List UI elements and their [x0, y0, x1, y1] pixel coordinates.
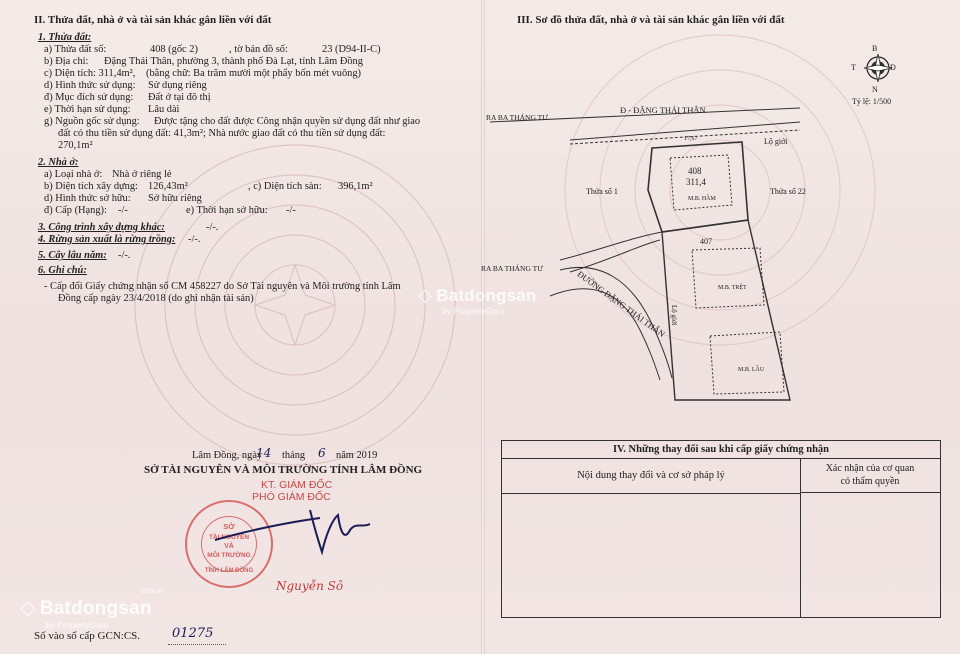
origin-value-line3: 270,1m² [58, 140, 93, 151]
register-dotted-line [168, 644, 226, 645]
map-scale: Tỷ lệ: 1/500 [852, 97, 892, 106]
forest-value: -/-. [188, 234, 201, 245]
address-label: b) Địa chỉ: [44, 56, 89, 67]
notes-heading: 6. Ghi chú: [38, 265, 87, 276]
register-number-label: Số vào sổ cấp GCN:CS. [34, 630, 141, 642]
road-curve-upper [560, 232, 662, 260]
perennial-trees-heading: 5. Cây lâu năm: [38, 250, 107, 261]
issue-date-month-label: tháng [282, 450, 306, 461]
watermark-brand-corner: Batdongsan [39, 598, 152, 619]
floor-area-label: , c) Diện tích sàn: [248, 181, 322, 192]
origin-value-line2: đất có thu tiền sử dụng đất: 41,3m²; Nhà nước giao đất có thu tiền sử dụng đất: [58, 128, 386, 139]
compass-east-label: Đ [890, 63, 896, 72]
watermark-suffix: .com.vn [140, 588, 165, 595]
changes-col-confirmation-line1: Xác nhận của cơ quan [825, 463, 915, 474]
watermark-byline-corner: by PropertyGuru [46, 620, 109, 630]
house-type-value: Nhà ở riêng lẻ [112, 169, 172, 180]
seal-text-mid3: MÔI TRƯỜNG [207, 552, 251, 559]
use-term-value: Lâu dài [148, 104, 180, 115]
seal-text-mid1: TÀI NGUYÊN [208, 534, 250, 541]
upper-floor-label: M.B. LẦU [738, 367, 765, 373]
watermark-logo-icon-corner: ◇ [20, 597, 36, 619]
area-label: c) Diện tích: 311,4m², [44, 68, 136, 79]
compass-north-label: B [872, 44, 878, 53]
origin-label: g) Nguồn gốc sử dụng: [44, 116, 140, 127]
notes-line1: - Cấp đổi Giấy chứng nhận số CM 458227 do Sở Tài nguyên và Môi trường tỉnh Lâm [44, 281, 401, 292]
floor-area-value: 396,1m² [338, 181, 373, 192]
map-sheet-label: , tờ bản đồ số: [229, 44, 288, 55]
other-works-heading: 3. Công trình xây dựng khác: [38, 222, 165, 233]
changes-table-title: IV. Những thay đổi sau khi cấp giấy chứng nhận [502, 441, 940, 459]
build-area-label: b) Diện tích xây dựng: [44, 181, 138, 192]
dim-top-edge: 17,67 [684, 136, 698, 142]
road-label-mid-left: RA BA THÁNG TƯ [481, 264, 544, 273]
road-label-top-left: RA BA THÁNG TƯ [486, 113, 549, 122]
issuing-authority: SỞ TÀI NGUYÊN VÀ MÔI TRƯỜNG TỈNH LÂM ĐỒNG [144, 464, 423, 476]
plot-408-area: 311,4 [686, 177, 706, 187]
setback-label-side: Lộ giới [670, 305, 678, 326]
seal-text-top: SỞ [223, 522, 235, 531]
use-form-value: Sử dụng riêng [148, 80, 207, 91]
area-in-words: (bằng chữ: Ba trăm mười một phẩy bốn mét vuông) [146, 68, 362, 79]
plot-number-label: a) Thửa đất số: [44, 44, 107, 55]
changes-col-content: Nội dung thay đổi và cơ sở pháp lý [502, 458, 801, 494]
ground-floor-label: M.B. TRỆT [718, 285, 747, 291]
house-heading: 2. Nhà ở: [38, 157, 79, 168]
plot-407-label: 407 [700, 237, 712, 246]
setback-label-top: Lộ giới [764, 137, 788, 146]
grade-label: đ) Cấp (Hạng): [44, 205, 107, 216]
upper-floor-outline [710, 332, 784, 394]
changes-table-divider [800, 493, 801, 617]
use-purpose-value: Đất ở tại đô thị [148, 92, 211, 103]
watermark-brand: Batdongsan [436, 286, 537, 305]
neighbor-plot-1: Thửa số 1 [586, 187, 618, 196]
issue-date-year: năm 2019 [336, 450, 378, 461]
ownership-form-value: Sở hữu riêng [148, 193, 202, 204]
curved-road-label: ĐƯỜNG ĐẶNG THÁI THÂN [575, 268, 667, 340]
forest-heading: 4. Rừng sản xuất là rừng trồng: [38, 234, 176, 245]
basement-label: M.B. HẦM [688, 196, 716, 202]
watermark-byline: by PropertyGuru [442, 306, 505, 316]
seal-text-mid2: VÀ [224, 543, 234, 550]
watermark-logo-icon: ◇ [418, 285, 432, 305]
land-heading: 1. Thửa đất: [38, 32, 92, 43]
origin-value-line1: Được tặng cho đất được Công nhận quyền sử dụng đất như giao [154, 116, 421, 127]
use-purpose-label: đ) Mục đích sử dụng: [44, 92, 134, 103]
changes-col-confirmation [800, 458, 940, 493]
section-3-title: III. Sơ đồ thửa đất, nhà ở và tài sản khác gắn liền với đất [517, 14, 785, 26]
road-label-top: Đ - ĐẶNG THÁI THÂN [620, 105, 706, 115]
seal-text-bottom: TỈNH LÂM ĐỒNG [204, 568, 254, 574]
handwritten-signature [210, 500, 380, 560]
plot-number-value: 408 (gốc 2) [150, 44, 198, 55]
ground-floor-outline [692, 248, 764, 308]
signer-name: Nguyễn Sô [276, 579, 344, 593]
map-sheet-value: 23 (D94-II-C) [322, 44, 381, 55]
ownership-term-label: e) Thời hạn sở hữu: [186, 205, 268, 216]
section-2-title: II. Thửa đất, nhà ở và tài sản khác gắn liền với đất [34, 14, 272, 26]
build-area-value: 126,43m² [148, 181, 188, 192]
grade-value: -/- [118, 205, 128, 216]
use-form-label: d) Hình thức sử dụng: [44, 80, 136, 91]
address-value: Đặng Thái Thân, phường 3, thành phố Đà Lạt, tỉnh Lâm Đồng [104, 56, 363, 67]
perennial-trees-value: -/-. [118, 250, 131, 261]
use-term-label: e) Thời hạn sử dụng: [44, 104, 131, 115]
neighbor-plot-22: Thửa số 22 [770, 187, 806, 196]
plot-408-label: 408 [688, 166, 702, 176]
compass-south-label: N [872, 85, 878, 94]
curved-road-edge-1 [550, 289, 660, 380]
register-number-value: 01275 [172, 626, 214, 641]
batdongsan-watermark-corner [20, 588, 165, 630]
notes-line2: Đồng cấp ngày 23/4/2018 (do ghi nhận tài sản) [58, 293, 254, 304]
issue-date-day: 14 [256, 446, 272, 460]
compass-west-label: T [851, 63, 856, 72]
changes-table [501, 440, 941, 618]
ownership-term-value: -/- [286, 205, 296, 216]
other-works-value: -/-. [206, 222, 219, 233]
plot-407-boundary [662, 220, 790, 400]
deputy-director-stamp: PHÓ GIÁM ĐỐC [252, 491, 331, 503]
changes-col-confirmation-line2: có thẩm quyền [840, 476, 900, 487]
issue-date-prefix: Lâm Đồng, ngày [192, 450, 263, 461]
kt-director-stamp: KT. GIÁM ĐỐC [261, 479, 333, 491]
issue-date-month: 6 [318, 446, 326, 460]
ownership-form-label: d) Hình thức sở hữu: [44, 193, 131, 204]
house-type-label: a) Loại nhà ở: [44, 169, 103, 180]
